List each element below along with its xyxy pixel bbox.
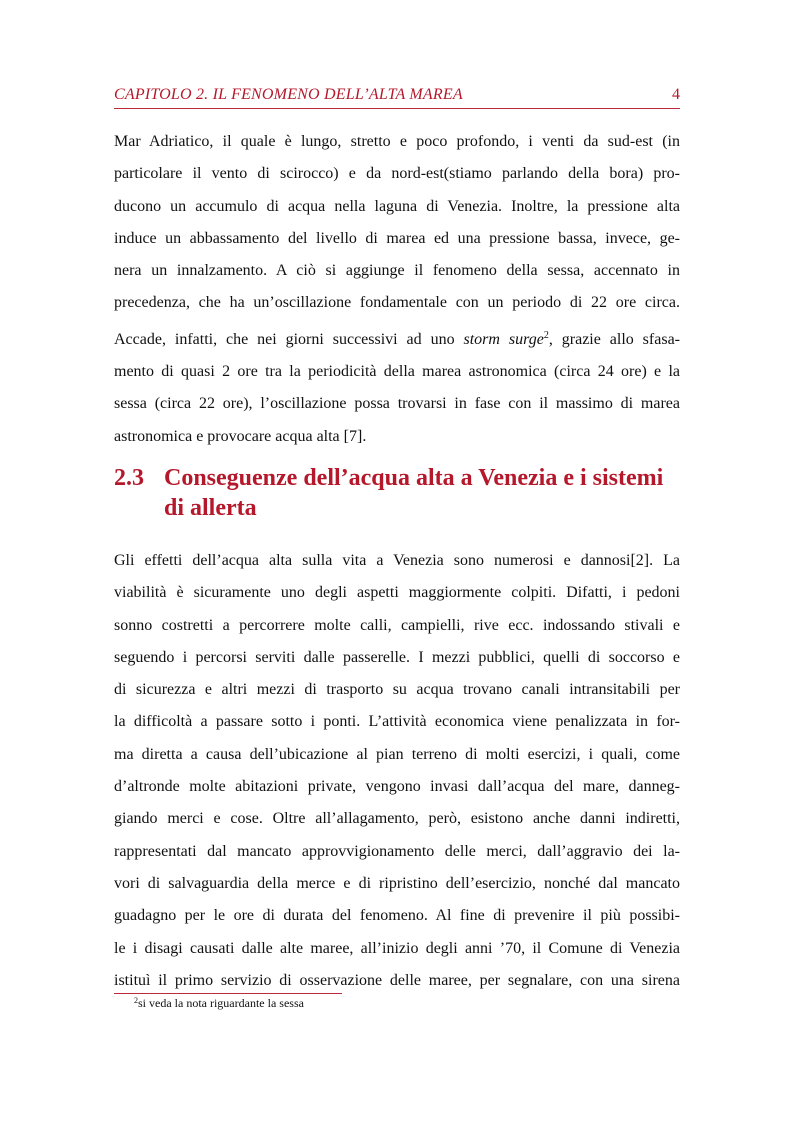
- section-number: 2.3: [114, 465, 144, 491]
- text-line: le i disagi causati dalle alte maree, all’inizio degli anni ’70, il Comune di Venezia: [114, 939, 680, 957]
- text-line: Gli effetti dell’acqua alta sulla vita a Venezia sono numerosi e dannosi[2]. La: [114, 552, 680, 569]
- text-line: precedenza, che ha un’oscillazione fondamentale con un periodo di 22 ore circa.: [114, 294, 680, 312]
- text-line: istituì il primo servizio di osservazione delle maree, per segnalare, con una sirena: [114, 971, 680, 989]
- paragraph-tide-causes: [114, 126, 680, 453]
- footnote-divider: [114, 993, 342, 994]
- text-line: rappresentati dal mancato approvvigionamento delle merci, dall’aggravio dei la-: [114, 842, 680, 860]
- text-line: nera un innalzamento. A ciò si aggiunge il fenomeno della sessa, accennato in: [114, 262, 680, 280]
- text-line: sessa (circa 22 ore), l’oscillazione possa trovarsi in fase con il massimo di marea: [114, 395, 680, 413]
- text-line: di sicurezza e altri mezzi di trasporto su acqua trovano canali intransitabili per: [114, 681, 680, 699]
- chapter-title: CAPITOLO 2. IL FENOMENO DELL’ALTA MAREA: [114, 86, 463, 103]
- text-line: la difficoltà a passare sotto i ponti. L’attività economica viene penalizzata in for-: [114, 713, 680, 731]
- page-number: 4: [672, 86, 680, 103]
- text-fragment: , grazie allo sfasa-: [548, 330, 680, 348]
- section-title: Conseguenze dell’acqua alta a Venezia e i sistemi di allerta: [164, 465, 664, 521]
- text-line-storm-surge: [114, 320, 680, 356]
- text-fragment: Accade, infatti, che nei giorni successivi ad uno: [114, 330, 464, 348]
- footnote-text: si veda la nota riguardante la sessa: [138, 996, 304, 1010]
- text-line: astronomica e provocare acqua alta [7].: [114, 427, 367, 445]
- text-line: ma diretta a causa dell’ubicazione al pian terreno di molti esercizi, i quali, come: [114, 745, 680, 763]
- text-line: particolare il vento di scirocco) e da nord-est(stiamo parlando della bora) pro-: [114, 165, 680, 183]
- text-line: d’altronde molte abitazioni private, vengono invasi dall’acqua del mare, danneg-: [114, 778, 680, 796]
- text-line: mento di quasi 2 ore tra la periodicità della marea astronomica (circa 24 ore) e la: [114, 363, 680, 381]
- text-line: vori di salvaguardia della merce e di ripristino dell’esercizio, nonché dal mancato: [114, 874, 680, 892]
- text-line: guadagno per le ore di durata del fenomeno. Al fine di prevenire il più possibi-: [114, 907, 680, 925]
- text-line: sonno costretti a percorrere molte calli, campielli, rive ecc. indossando stivali e: [114, 616, 680, 634]
- paragraph-effects: [114, 545, 680, 997]
- footnote: [134, 996, 304, 1011]
- footnote-ref: 2: [543, 329, 549, 341]
- text-line: induce un abbassamento del livello di marea ed una pressione bassa, invece, ge-: [114, 229, 680, 247]
- storm-surge-term: storm surge: [463, 330, 544, 348]
- footnote-marker: 2: [134, 996, 138, 1005]
- text-line: giando merci e cose. Oltre all’allagamento, però, esistono anche danni indiretti,: [114, 810, 680, 828]
- text-line: seguendo i percorsi serviti dalle passerelle. I mezzi pubblici, quelli di soccorso e: [114, 648, 680, 666]
- text-line: ducono un accumulo di acqua nella laguna di Venezia. Inoltre, la pressione alta: [114, 197, 680, 215]
- text-line: viabilità è sicuramente uno degli aspetti maggiormente colpiti. Difatti, i pedoni: [114, 584, 680, 602]
- text-line: Mar Adriatico, il quale è lungo, stretto e poco profondo, i venti da sud-est (in: [114, 133, 680, 150]
- running-header: [114, 86, 680, 109]
